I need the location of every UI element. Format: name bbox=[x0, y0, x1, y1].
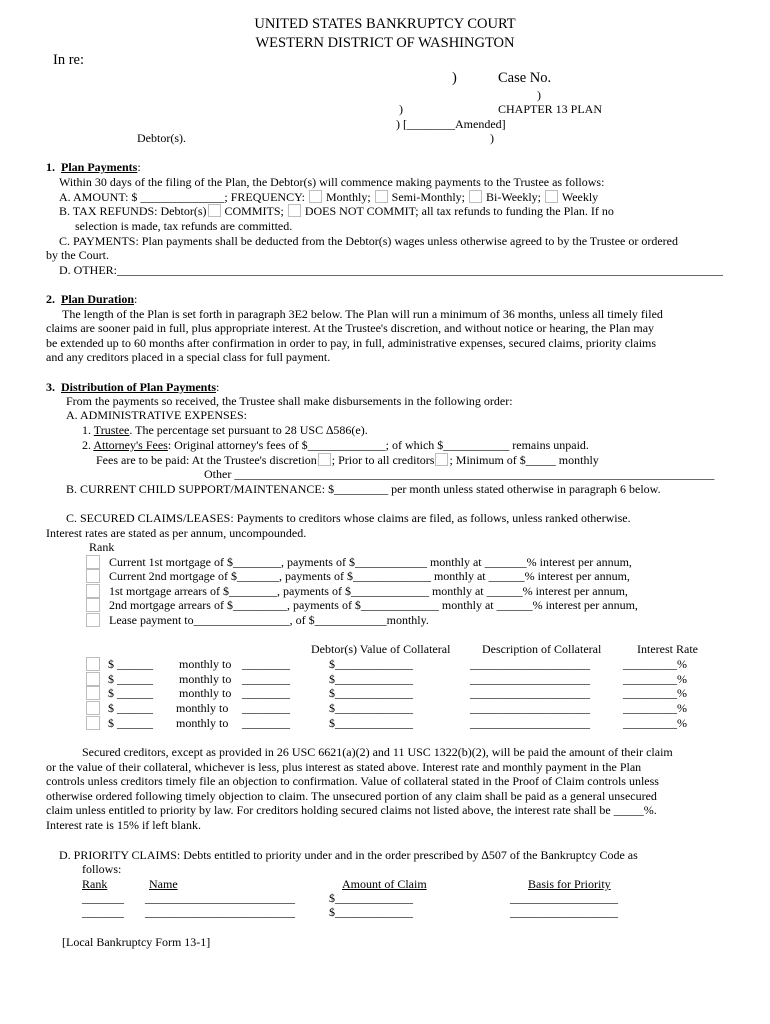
district-title: WESTERN DISTRICT OF WASHINGTON bbox=[255, 35, 515, 51]
collateral-monthly-2: monthly to bbox=[179, 672, 232, 686]
mortgage-line-3: 1st mortgage arrears of $________, payments of $_____________ monthly at ______% interest per annum, bbox=[109, 584, 628, 598]
section-3-heading bbox=[46, 380, 219, 395]
section-2-colon: : bbox=[134, 292, 138, 306]
priority-rank-1: _______ bbox=[82, 891, 124, 905]
does-not-commit-checkbox[interactable] bbox=[288, 204, 301, 217]
distribution-intro: From the payments so received, the Trustee shall make disbursements in the following order: bbox=[66, 394, 513, 408]
mortgage-line-4: 2nd mortgage arrears of $_________, payments of $_____________ monthly at ______% interest per annum, bbox=[109, 598, 638, 612]
trustee-label: Trustee bbox=[93, 423, 130, 437]
trustee-text: . The percentage set pursuant to 28 USC ∆586(e). bbox=[129, 423, 368, 437]
collateral-value-3: $_____________ bbox=[329, 686, 413, 700]
collateral-rank-box-2[interactable] bbox=[86, 672, 100, 686]
priority-rank-header: Rank bbox=[82, 877, 108, 891]
amount-prefix: A. AMOUNT: $ ______________; FREQUENCY: bbox=[59, 190, 305, 204]
collateral-rate-4: _________% bbox=[623, 701, 687, 715]
secured-para-line-3: controls unless creditors timely file an objection to confirmation. Value of collateral stated in the Proof of Claim controls unless bbox=[46, 774, 659, 788]
priority-name-header: Name bbox=[149, 877, 178, 891]
priority-amount-1: $_____________ bbox=[329, 891, 413, 905]
priority-basis-1: __________________ bbox=[510, 891, 618, 905]
collateral-rate-3: _________% bbox=[623, 686, 687, 700]
mortgage-line-2: Current 2nd mortgage of $_______, payments of $_____________ monthly at ______% interest per annum, bbox=[109, 569, 630, 583]
semi-monthly-checkbox[interactable] bbox=[375, 190, 388, 203]
attorney-label: Attorney's Fees bbox=[93, 438, 168, 452]
amended-field[interactable]: ) [________Amended] bbox=[396, 117, 506, 131]
collateral-monthly-5: monthly to bbox=[176, 716, 229, 730]
payments-line-1: C. PAYMENTS: Plan payments shall be deducted from the Debtor(s) wages unless otherwise agreed to by the Trustee or ordered bbox=[59, 234, 679, 248]
secured-claims-line-2: Interest rates are stated as per annum, uncompounded. bbox=[46, 526, 307, 540]
monthly-label: Monthly; bbox=[325, 190, 371, 204]
prior-creditors-checkbox[interactable] bbox=[435, 453, 448, 466]
tax-refunds-note: selection is made, tax refunds are committed. bbox=[75, 219, 293, 233]
interest-rate-header: Interest Rate bbox=[637, 642, 698, 656]
trustee-discretion-checkbox[interactable] bbox=[318, 453, 331, 466]
collateral-value-4: $_____________ bbox=[329, 701, 413, 715]
lease-line: Lease payment to________________, of $____________monthly. bbox=[109, 613, 429, 627]
collateral-rank-box-3[interactable] bbox=[86, 686, 100, 700]
collateral-rate-1: _________% bbox=[623, 657, 687, 671]
duration-line-4: and any creditors placed in a special class for full payment. bbox=[46, 350, 331, 364]
section-3-colon: : bbox=[216, 380, 220, 394]
priority-basis-2: __________________ bbox=[510, 905, 618, 919]
secured-para-line-6: Interest rate is 15% if left blank. bbox=[46, 818, 201, 832]
collateral-to-4: ________ bbox=[242, 701, 290, 715]
section-1-title: Plan Payments bbox=[61, 160, 138, 174]
attorney-text: : Original attorney's fees of $_____________; of which $___________ remains unpaid. bbox=[167, 438, 589, 452]
paren-3: ) bbox=[399, 102, 403, 116]
section-1-number: 1. bbox=[46, 160, 55, 174]
section-1-colon: : bbox=[137, 160, 141, 174]
fees-prefix: Fees are to be paid: At the Trustee's discretion bbox=[96, 453, 317, 467]
section-3-title: Distribution of Plan Payments bbox=[61, 380, 217, 394]
paren-2: ) bbox=[537, 88, 541, 102]
collateral-amt-3: $ ______ bbox=[108, 686, 153, 700]
collateral-value-header: Debtor(s) Value of Collateral bbox=[311, 642, 451, 656]
does-not-commit-label: DOES NOT COMMIT; all tax refunds to funding the Plan. If no bbox=[304, 204, 614, 218]
case-no-label: Case No. bbox=[498, 70, 552, 86]
collateral-desc-4: ____________________ bbox=[470, 701, 590, 715]
collateral-amt-4: $ ______ bbox=[108, 701, 153, 715]
weekly-label: Weekly bbox=[561, 190, 599, 204]
section-2-heading bbox=[46, 292, 137, 307]
collateral-monthly-3: monthly to bbox=[179, 686, 232, 700]
in-re-label: In re: bbox=[53, 52, 84, 68]
collateral-desc-1: ____________________ bbox=[470, 657, 590, 671]
priority-claims-line-2: follows: bbox=[82, 862, 122, 876]
fees-other-line[interactable]: Other ________________________________________________________________________________ bbox=[204, 467, 715, 481]
collateral-value-1: $_____________ bbox=[329, 657, 413, 671]
duration-line-1: The length of the Plan is set forth in paragraph 3E2 below. The Plan will run a minimum of 36 months, unless all timely filed bbox=[62, 307, 663, 321]
chapter-label: CHAPTER 13 PLAN bbox=[498, 102, 603, 116]
rank-box-1[interactable] bbox=[86, 555, 100, 569]
priority-basis-header: Basis for Priority bbox=[528, 877, 611, 891]
tax-refunds-line bbox=[59, 204, 614, 219]
collateral-value-5: $_____________ bbox=[329, 716, 413, 730]
collateral-rank-box-4[interactable] bbox=[86, 701, 100, 715]
collateral-amt-1: $ ______ bbox=[108, 657, 153, 671]
monthly-checkbox[interactable] bbox=[309, 190, 322, 203]
priority-name-2: _________________________ bbox=[145, 905, 295, 919]
attorney-fees-line bbox=[82, 438, 589, 453]
duration-line-2: claims are sooner paid in full, plus appropriate interest. At the Trustee's discretion, and without notice or hearing, the Plan may bbox=[46, 321, 655, 335]
rank-box-5[interactable] bbox=[86, 613, 100, 627]
section-2-number: 2. bbox=[46, 292, 55, 306]
fees-end: ; Minimum of $_____ monthly bbox=[449, 453, 599, 467]
rank-label: Rank bbox=[89, 540, 115, 554]
section-3-number: 3. bbox=[46, 380, 55, 394]
payments-line-2: by the Court. bbox=[46, 248, 109, 262]
collateral-desc-header: Description of Collateral bbox=[482, 642, 602, 656]
collateral-desc-5: ____________________ bbox=[470, 716, 590, 730]
fees-paid-line bbox=[96, 453, 599, 468]
tax-refunds-prefix: B. TAX REFUNDS: Debtor(s) bbox=[59, 204, 207, 218]
collateral-to-2: ________ bbox=[242, 672, 290, 686]
collateral-desc-3: ____________________ bbox=[470, 686, 590, 700]
section-1-heading bbox=[46, 160, 141, 175]
collateral-to-1: ________ bbox=[242, 657, 290, 671]
bi-weekly-checkbox[interactable] bbox=[469, 190, 482, 203]
weekly-checkbox[interactable] bbox=[545, 190, 558, 203]
collateral-rank-box-1[interactable] bbox=[86, 657, 100, 671]
section-2-title: Plan Duration bbox=[61, 292, 135, 306]
secured-claims-line-1: C. SECURED CLAIMS/LEASES: Payments to creditors whose claims are filed, as follows, unless ranked otherwise. bbox=[66, 511, 631, 525]
other-line[interactable]: D. OTHER:_____________________________________________________________________________________________________ bbox=[59, 263, 723, 277]
secured-para-line-1: Secured creditors, except as provided in 26 USC 6621(a)(2) and 11 USC 1322(b)(2), will be paid the amount of their claim bbox=[82, 745, 673, 759]
priority-name-1: _________________________ bbox=[145, 891, 295, 905]
attorney-num: 2. bbox=[82, 438, 94, 452]
priority-amount-2: $_____________ bbox=[329, 905, 413, 919]
collateral-amt-2: $ ______ bbox=[108, 672, 153, 686]
priority-claims-line-1: D. PRIORITY CLAIMS: Debts entitled to priority under and in the order prescribed by ∆507 of the Bankruptcy Code as bbox=[59, 848, 638, 862]
admin-expenses-title: A. ADMINISTRATIVE EXPENSES: bbox=[66, 408, 248, 422]
paren-1: ) bbox=[452, 70, 457, 86]
collateral-rate-5: _________% bbox=[623, 716, 687, 730]
commits-checkbox[interactable] bbox=[208, 204, 221, 217]
collateral-value-2: $_____________ bbox=[329, 672, 413, 686]
collateral-desc-2: ____________________ bbox=[470, 672, 590, 686]
trustee-line bbox=[82, 423, 368, 438]
fees-mid: ; Prior to all creditors bbox=[331, 453, 435, 467]
rank-box-3[interactable] bbox=[86, 584, 100, 598]
form-footer: [Local Bankruptcy Form 13-1] bbox=[62, 935, 211, 949]
amount-frequency-line bbox=[59, 190, 598, 205]
priority-amount-header: Amount of Claim bbox=[342, 877, 427, 891]
bi-weekly-label: Bi-Weekly; bbox=[486, 190, 542, 204]
court-title: UNITED STATES BANKRUPTCY COURT bbox=[254, 16, 516, 32]
collateral-to-3: ________ bbox=[242, 686, 290, 700]
collateral-to-5: ________ bbox=[242, 716, 290, 730]
collateral-amt-5: $ ______ bbox=[108, 716, 153, 730]
mortgage-line-1: Current 1st mortgage of $________, payments of $____________ monthly at _______% interest per annum, bbox=[109, 555, 632, 569]
collateral-rate-2: _________% bbox=[623, 672, 687, 686]
secured-para-line-4: otherwise ordered following timely objection to claim. The unsecured portion of any claim shall be paid as a general unsecured bbox=[46, 789, 657, 803]
paren-4: ) bbox=[490, 131, 494, 145]
debtors-label: Debtor(s). bbox=[137, 131, 186, 145]
collateral-monthly-4: monthly to bbox=[176, 701, 229, 715]
section-1-intro: Within 30 days of the filing of the Plan, the Debtor(s) will commence making payments to the Trustee as follows: bbox=[59, 175, 605, 189]
child-support-line: B. CURRENT CHILD SUPPORT/MAINTENANCE: $_________ per month unless stated otherwise in paragraph 6 below. bbox=[66, 482, 661, 496]
rank-box-4[interactable] bbox=[86, 598, 100, 612]
trustee-num: 1. bbox=[82, 423, 94, 437]
duration-line-3: be extended up to 60 months after confirmation in order to pay, in full, administrative expenses, secured claims, priority claims bbox=[46, 336, 657, 350]
commits-label: COMMITS; bbox=[224, 204, 284, 218]
semi-monthly-label: Semi-Monthly; bbox=[391, 190, 465, 204]
priority-rank-2: _______ bbox=[82, 905, 124, 919]
rank-box-2[interactable] bbox=[86, 569, 100, 583]
secured-para-line-5: claim unless entitled to priority by law. For creditors holding secured claims not listed above, the interest rate shall be _____%. bbox=[46, 803, 657, 817]
collateral-monthly-1: monthly to bbox=[179, 657, 232, 671]
collateral-rank-box-5[interactable] bbox=[86, 716, 100, 730]
secured-para-line-2: or the value of their collateral, whichever is less, plus interest as stated above. Interest rate and monthly payment in the Plan bbox=[46, 760, 642, 774]
